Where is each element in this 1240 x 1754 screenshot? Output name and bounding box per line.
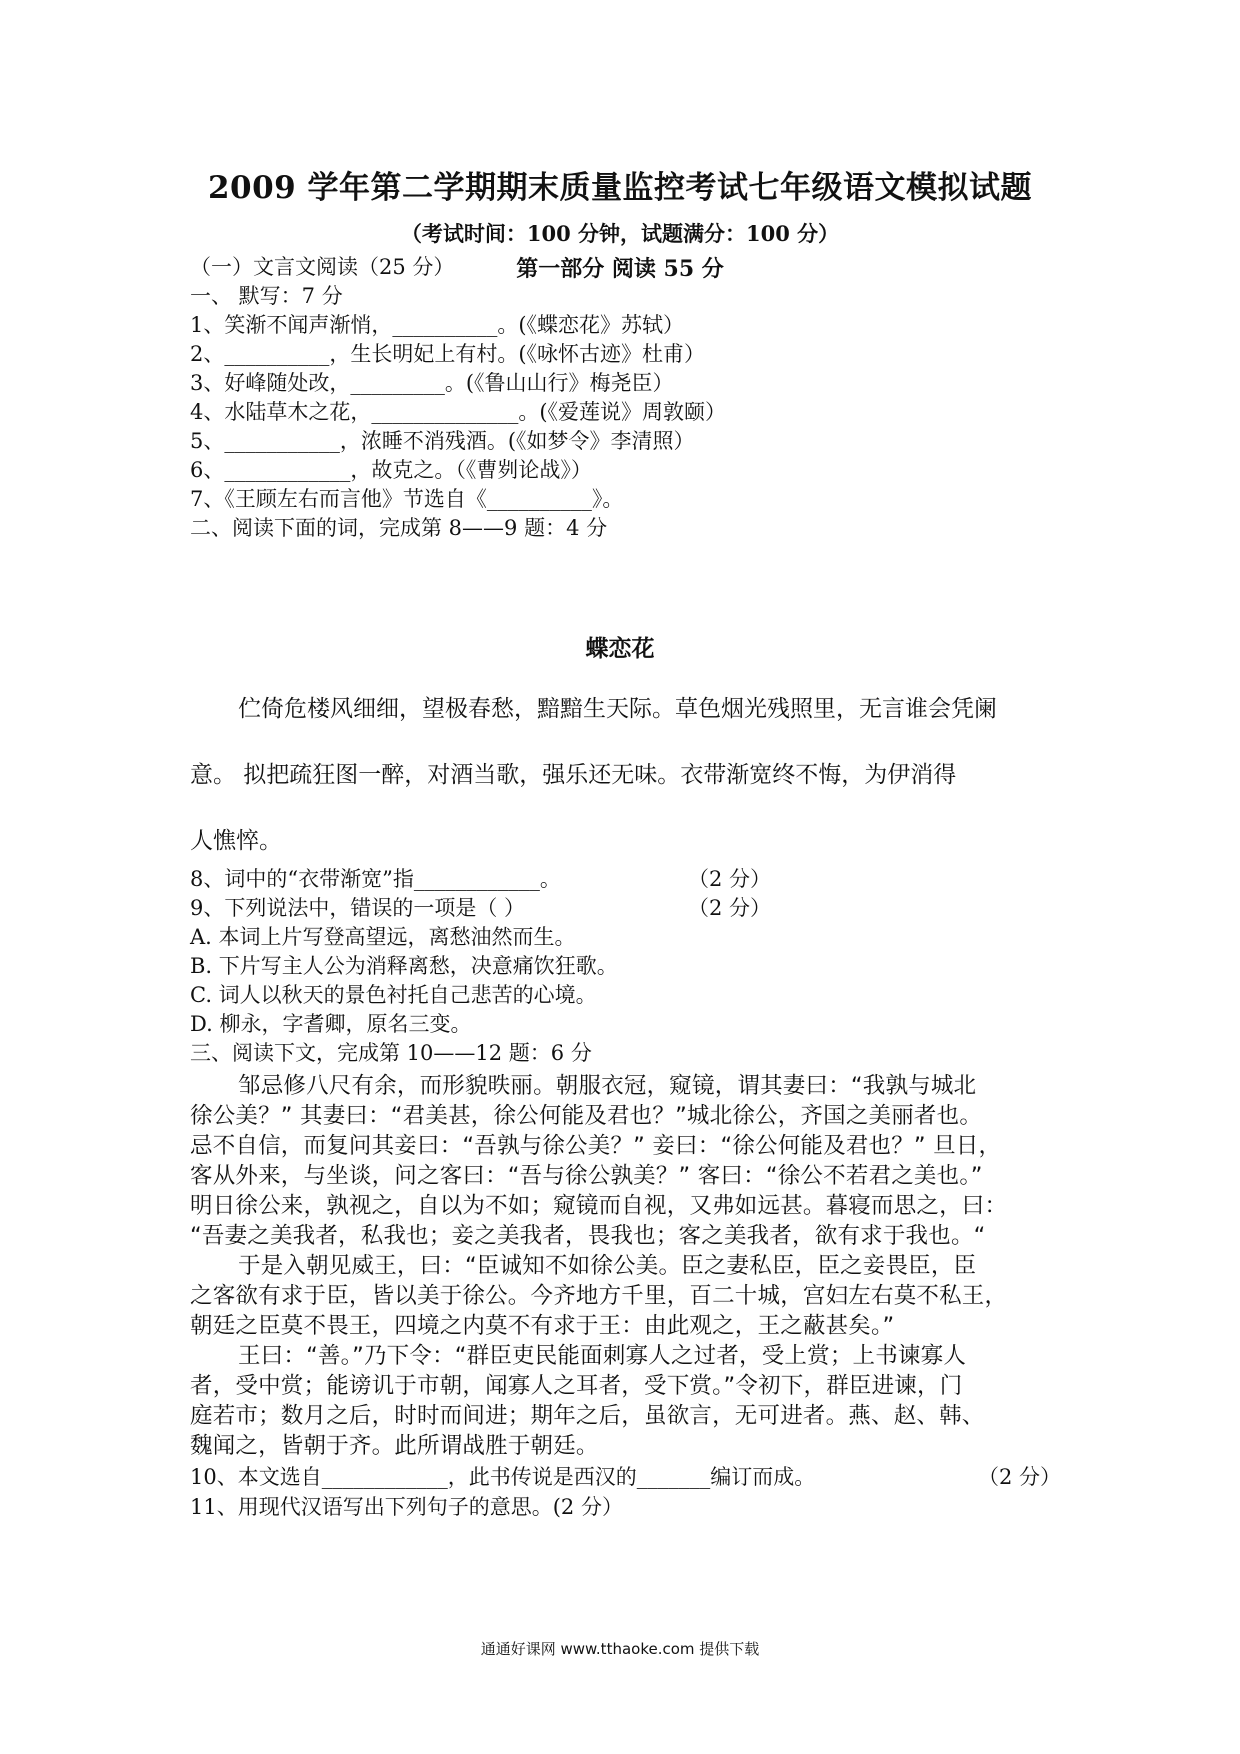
- passage-line: 徐公美？” 其妻曰：“君美甚，徐公何能及君也？”城北徐公，齐国之美丽者也。: [190, 1103, 983, 1129]
- part-title: 第一部分 阅读 55 分: [516, 256, 724, 282]
- page-title: 2009 学年第二学期期末质量监控考试七年级语文模拟试题: [207, 170, 1033, 206]
- option-c: C. 词人以秋天的景色衬托自己悲苦的心境。: [190, 983, 597, 1007]
- passage-line: 邹忌修八尺有余，而形貌昳丽。朝服衣冠，窥镜，谓其妻曰：“我孰与城北: [238, 1073, 977, 1099]
- question-9-score: （2 分）: [688, 896, 772, 920]
- section-heading: （一）文言文阅读（25 分）: [190, 255, 455, 279]
- question-11: 11、用现代汉语写出下列句子的意思。(2 分）: [190, 1495, 623, 1519]
- passage-line: “吾妻之美我者，私我也；妾之美我者，畏我也；客之美我者，欲有求于我也。“: [190, 1223, 986, 1249]
- passage-line: 者，受中赏；能谤讥于市朝，闻寡人之耳者，受下赏。”令初下，群臣进谏，门: [190, 1373, 963, 1399]
- dictation-item: 2、__________，生长明妃上有村。(《咏怀古迹》杜甫）: [190, 342, 706, 366]
- option-a: A. 本词上片写登高望远，离愁油然而生。: [190, 925, 576, 949]
- poem-line: 意。 拟把疏狂图一醉，对酒当歌，强乐还无味。衣带渐宽终不悔，为伊消得: [190, 762, 957, 788]
- passage-line: 明日徐公来，孰视之，自以为不如；窥镜而自视，又弗如远甚。暮寝而思之，曰：: [190, 1193, 1008, 1219]
- dictation-item: 4、水陆草木之花，______________。(《爱莲说》周敦颐）: [190, 400, 727, 424]
- question-heading: 一、 默写：7 分: [190, 284, 343, 308]
- poem-line: 伫倚危楼风细细，望极春愁，黯黯生天际。草色烟光残照里，无言谁会凭阑: [238, 696, 997, 722]
- passage-line: 庭若市；数月之后，时时而间进；期年之后，虽欲言，无可进者。燕、赵、韩、: [190, 1403, 985, 1429]
- dictation-item: 1、笑渐不闻声渐悄，__________。(《蝶恋花》苏轼）: [190, 313, 685, 337]
- dictation-item: 5、___________，浓睡不消残酒。(《如梦令》李清照）: [190, 429, 695, 453]
- question-10-score: （2 分）: [978, 1465, 1062, 1489]
- passage-line: 于是入朝见威王，曰：“臣诚知不如徐公美。臣之妻私臣，臣之妾畏臣，臣: [238, 1253, 977, 1279]
- passage-line: 忌不自信，而复问其妾曰：“吾孰与徐公美？” 妾曰：“徐公何能及君也？” 旦日，: [190, 1133, 1002, 1159]
- dictation-item: 7、《王顾左右而言他》节选自《__________》。: [190, 487, 624, 511]
- passage-line: 朝廷之臣莫不畏王，四境之内莫不有求于王：由此观之，王之蔽甚矣。”: [190, 1313, 895, 1339]
- option-b: B. 下片写主人公为消释离愁，决意痛饮狂歌。: [190, 954, 618, 978]
- poem-title: 蝶恋花: [585, 636, 655, 662]
- dictation-item: 3、好峰随处改，_________。(《鲁山山行》梅尧臣）: [190, 371, 674, 395]
- question-8-score: （2 分）: [688, 867, 772, 891]
- exam-info: （考试时间：100 分钟，试题满分：100 分）: [400, 221, 840, 246]
- passage-line: 魏闻之，皆朝于齐。此所谓战胜于朝廷。: [190, 1433, 599, 1459]
- option-d: D. 柳永，字耆卿，原名三变。: [190, 1012, 472, 1036]
- question-8: 8、词中的“衣带渐宽”指____________。: [190, 867, 561, 891]
- passage-line: 之客欲有求于臣，皆以美于徐公。今齐地方千里，百二十城，宫妇左右莫不私王，: [190, 1283, 1008, 1309]
- footer-credit: 通通好课网 www.tthaoke.com 提供下载: [480, 1640, 760, 1658]
- question-9: 9、下列说法中，错误的一项是（ ）: [190, 896, 526, 920]
- passage-line: 客从外来，与坐谈，问之客曰：“吾与徐公孰美？” 客曰：“徐公不若君之美也。”: [190, 1163, 983, 1189]
- passage-line: 王曰：“善。”乃下令：“群臣吏民能面刺寡人之过者，受上赏；上书谏寡人: [238, 1343, 967, 1369]
- dictation-item: 6、____________，故克之。（《曹刿论战》）: [190, 458, 592, 482]
- question-10: 10、本文选自____________，此书传说是西汉的_______编订而成。: [190, 1465, 816, 1489]
- question-heading: 二、阅读下面的词，完成第 8——9 题：4 分: [190, 516, 608, 540]
- poem-line: 人憔悴。: [190, 828, 282, 854]
- question-heading: 三、阅读下文，完成第 10——12 题：6 分: [190, 1041, 592, 1065]
